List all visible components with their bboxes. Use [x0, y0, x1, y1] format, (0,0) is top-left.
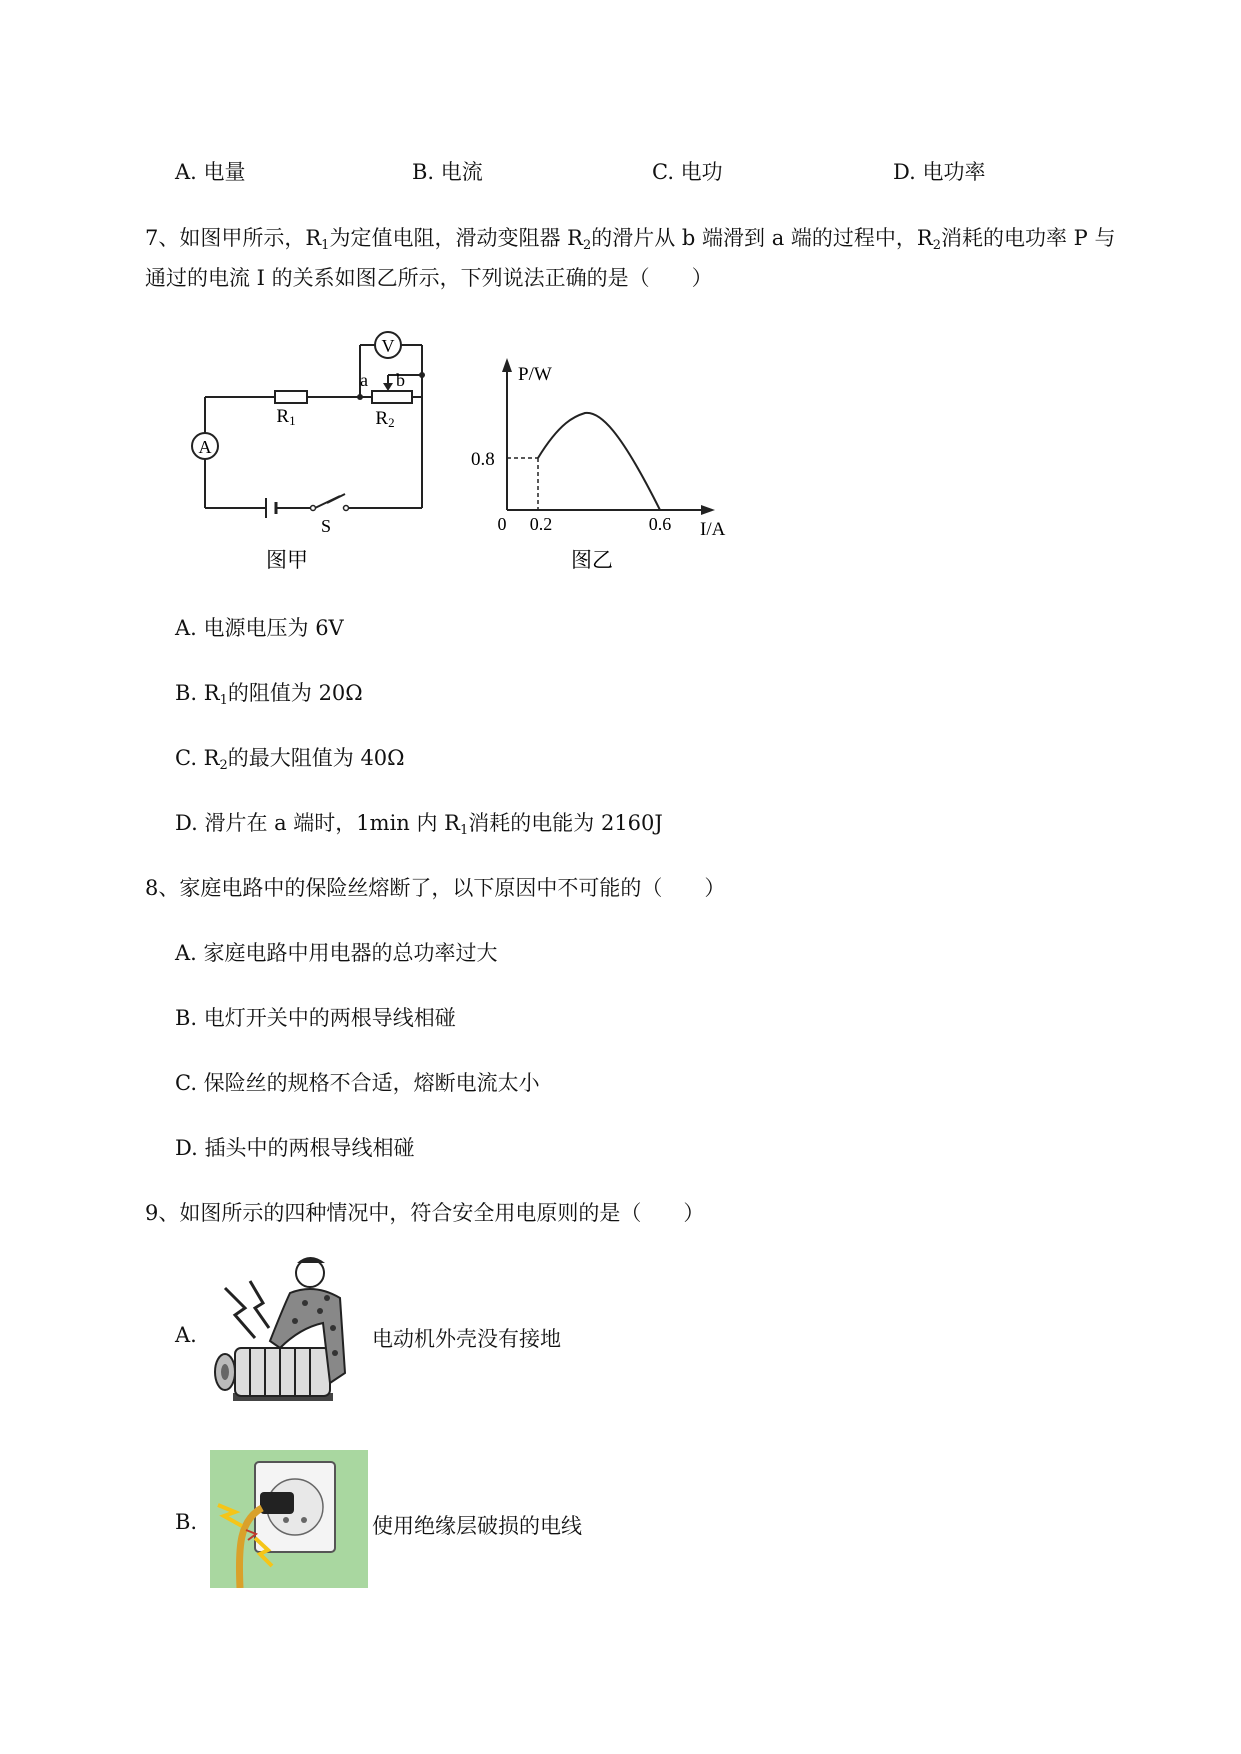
q6-option-d: D. 电功率	[893, 160, 986, 184]
q6-option-a: A. 电量	[175, 160, 246, 184]
q7-option-a: A. 电源电压为 6V	[175, 616, 344, 640]
ammeter-label: A	[198, 437, 212, 457]
q8-option-a: A. 家庭电路中用电器的总功率过大	[175, 941, 498, 965]
q7-option-d: D. 滑片在 a 端时，1min 内 $R_1$消耗的电能为 2160J	[175, 811, 663, 838]
q9-option-a-text: 电动机外壳没有接地	[372, 1327, 561, 1351]
power-curve	[538, 413, 660, 510]
q9-option-a-label: A.	[175, 1323, 197, 1347]
plug-icon	[260, 1492, 294, 1514]
y-tick-0-8: 0.8	[471, 449, 495, 470]
worker-head-icon	[296, 1259, 324, 1287]
q7-stem-line1: 7、如图甲所示，$R_1$为定值电阻，滑动变阻器 $R_2$的滑片从 b 端滑到 a 端的过程中，$R_2$消耗的电功率 P 与	[145, 226, 1116, 253]
q7-option-b: B. $R_1$的阻值为 20Ω	[175, 681, 363, 708]
voltmeter-label: V	[381, 336, 395, 356]
damaged-cable-illustration	[210, 1450, 368, 1588]
q8-option-c: C. 保险丝的规格不合适，熔断电流太小	[175, 1071, 540, 1095]
figure-a-caption: 图甲	[266, 548, 308, 570]
q7-stem-line2: 通过的电流 I 的关系如图乙所示，下列说法正确的是（ ）	[145, 266, 713, 290]
q8-option-b: B. 电灯开关中的两根导线相碰	[175, 1006, 456, 1030]
switch-label: S	[321, 516, 332, 536]
x-tick-0-6: 0.6	[648, 514, 672, 534]
slider-arrow-icon	[383, 383, 393, 391]
x-axis-arrow-icon	[701, 505, 715, 515]
end-b-label: b	[396, 370, 405, 390]
q8-option-d: D. 插头中的两根导线相碰	[175, 1136, 415, 1160]
resistor-r1	[275, 391, 307, 403]
y-axis-label: P/W	[518, 364, 552, 385]
switch-icon	[311, 506, 316, 511]
q7-option-c: C. $R_2$的最大阻值为 40Ω	[175, 746, 405, 773]
rheostat-r2	[372, 391, 412, 403]
circuit-diagram	[180, 320, 440, 570]
origin-label: 0	[497, 514, 507, 534]
q6-option-b: B. 电流	[412, 160, 483, 184]
q9-stem: 9、如图所示的四种情况中，符合安全用电原则的是（ ）	[145, 1201, 705, 1225]
x-axis-label: I/A	[700, 519, 726, 540]
q9-option-b-text: 使用绝缘层破损的电线	[372, 1514, 582, 1538]
shock-spark-icon	[225, 1288, 255, 1338]
y-axis-arrow-icon	[502, 358, 512, 372]
q8-stem: 8、家庭电路中的保险丝熔断了，以下原因中不可能的（ ）	[145, 876, 726, 900]
r1-label: R1	[276, 406, 296, 428]
x-tick-0-2: 0.2	[529, 514, 553, 534]
motor-worker-illustration	[205, 1253, 370, 1418]
power-current-graph	[455, 350, 755, 575]
figure-b-caption: 图乙	[571, 548, 613, 572]
r2-label: R2	[375, 408, 395, 430]
q9-option-b-label: B.	[175, 1510, 198, 1534]
end-a-label: a	[360, 370, 368, 390]
q6-option-c: C. 电功	[652, 160, 723, 184]
